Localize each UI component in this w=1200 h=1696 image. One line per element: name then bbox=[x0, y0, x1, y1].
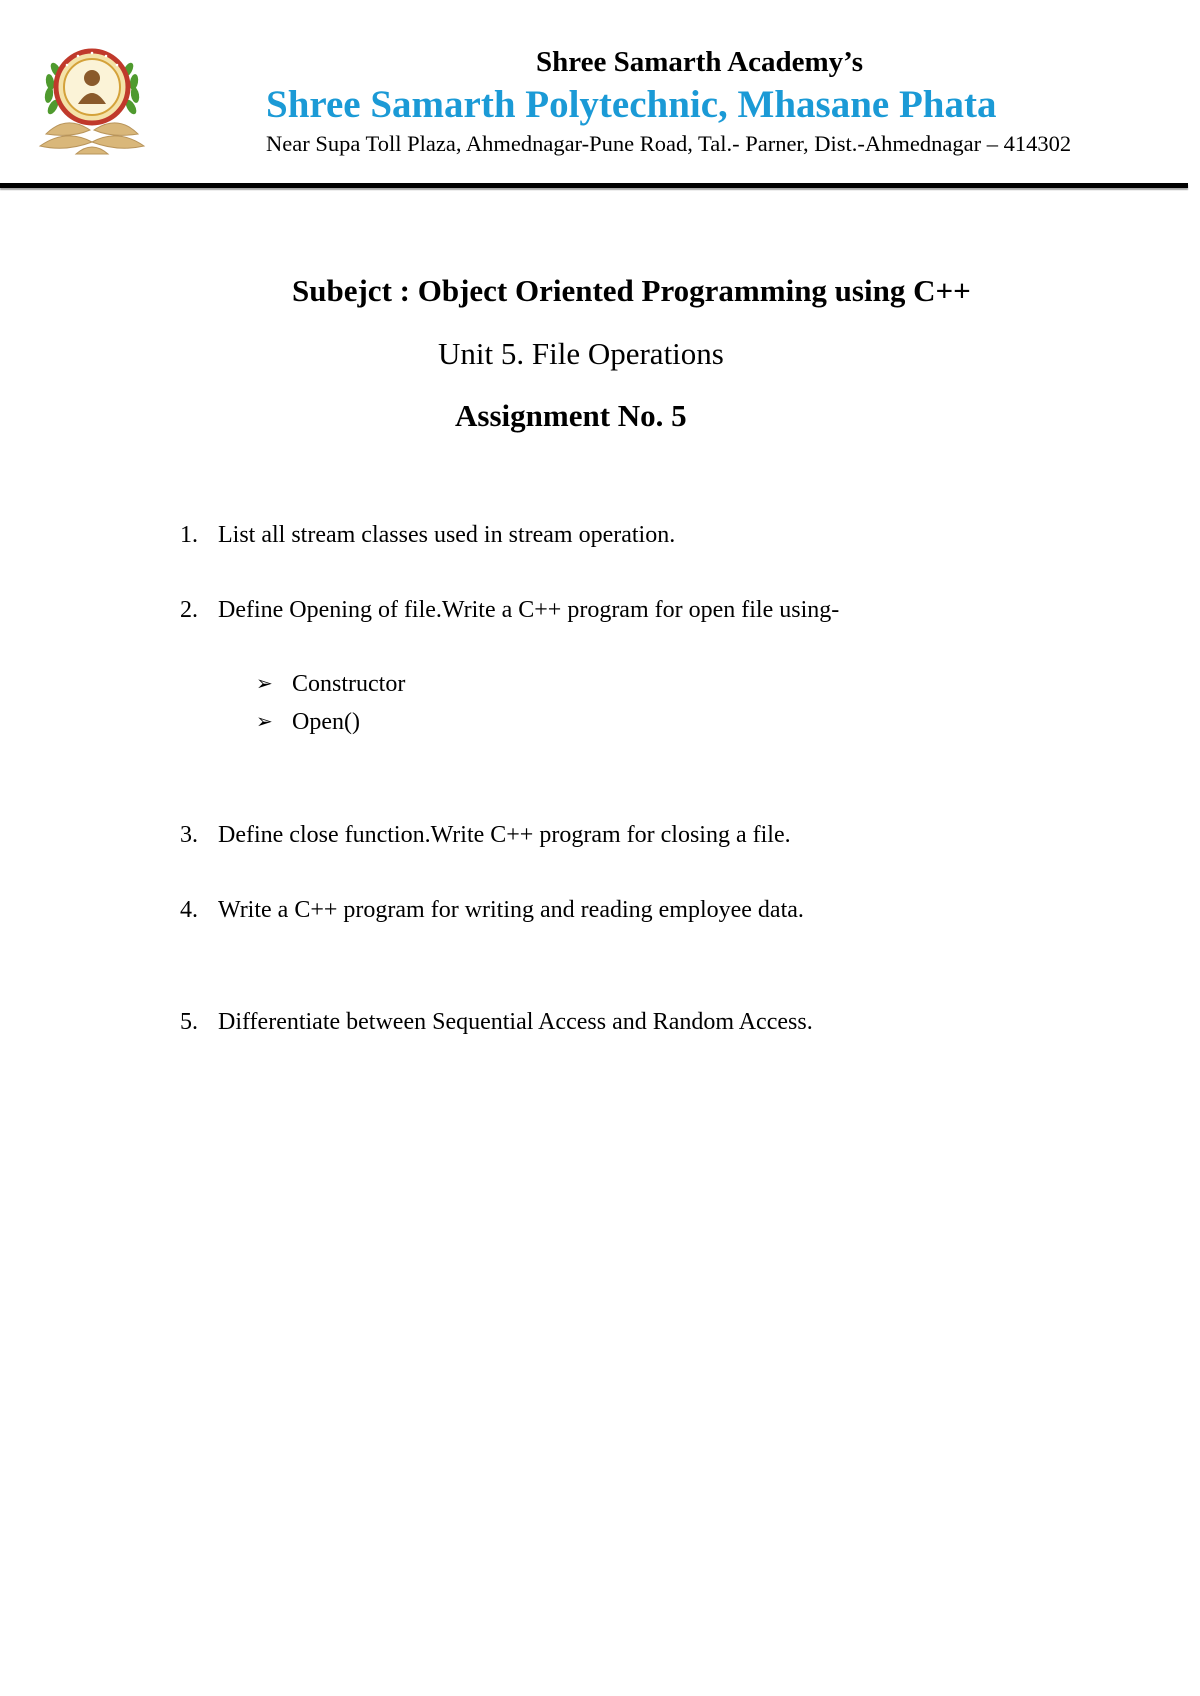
question-number: 4. bbox=[180, 897, 198, 923]
list-item bbox=[256, 671, 405, 698]
question-item bbox=[180, 522, 675, 549]
college-name: Shree Samarth Polytechnic, Mhasane Phata bbox=[266, 83, 997, 126]
unit-title: Unit 5. File Operations bbox=[438, 336, 724, 371]
subitem-text: Open() bbox=[292, 709, 360, 735]
question-text: Differentiate between Sequential Access and Random Access. bbox=[218, 1009, 813, 1035]
question-item bbox=[180, 597, 839, 624]
academy-name: Shree Samarth Academy’s bbox=[536, 46, 864, 78]
header-divider bbox=[0, 183, 1188, 188]
assignment-title: Assignment No. 5 bbox=[455, 398, 687, 433]
arrow-bullet-icon: ➢ bbox=[256, 673, 273, 695]
question-text: List all stream classes used in stream operation. bbox=[218, 522, 676, 548]
question-number: 5. bbox=[180, 1009, 198, 1035]
question-text: Define close function.Write C++ program for closing a file. bbox=[218, 822, 791, 848]
college-address: Near Supa Toll Plaza, Ahmednagar-Pune Road, Tal.- Parner, Dist.-Ahmednagar – 414302 bbox=[266, 131, 1072, 156]
question-number: 1. bbox=[180, 522, 198, 548]
list-item bbox=[256, 709, 360, 736]
question-number: 2. bbox=[180, 597, 198, 623]
question-item bbox=[180, 822, 791, 849]
question-item bbox=[180, 1009, 813, 1036]
question-item bbox=[180, 897, 804, 924]
question-number: 3. bbox=[180, 822, 198, 848]
subject-title: Subejct : Object Oriented Programming using C++ bbox=[292, 273, 971, 308]
arrow-bullet-icon: ➢ bbox=[256, 711, 273, 733]
subitem-text: Constructor bbox=[292, 671, 406, 697]
question-text: Write a C++ program for writing and reading employee data. bbox=[218, 897, 804, 923]
college-emblem-icon bbox=[36, 42, 148, 157]
question-text: Define Opening of file.Write a C++ program for open file using- bbox=[218, 597, 840, 623]
